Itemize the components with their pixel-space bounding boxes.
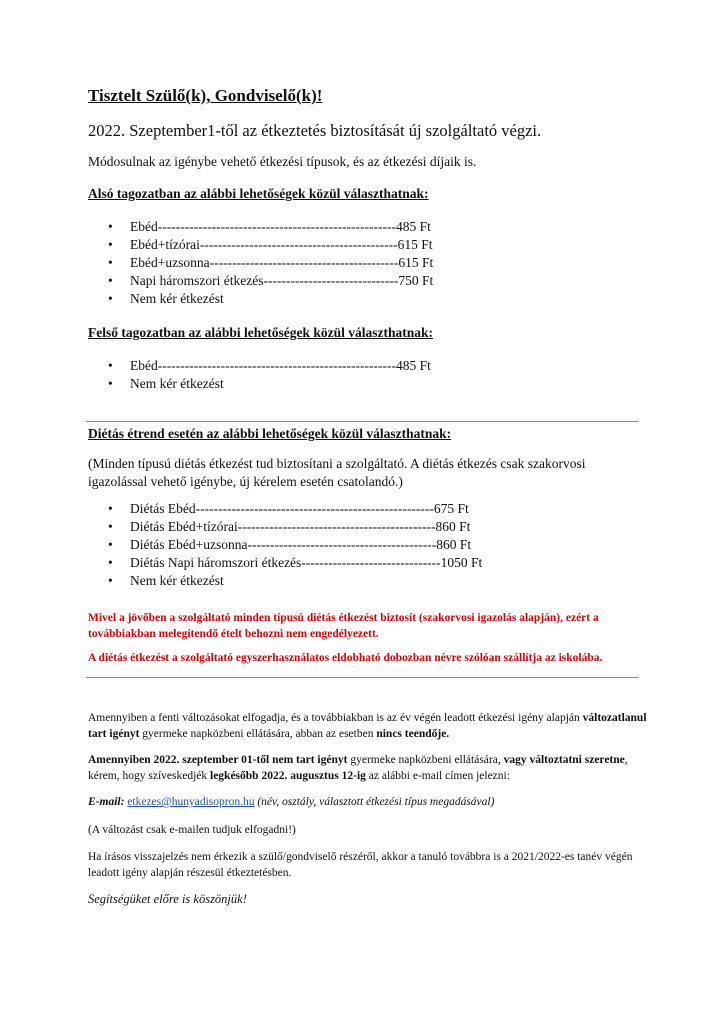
text-span-bold: nincs teendője.	[376, 728, 450, 740]
text-span: gyermeke napközbeni ellátására,	[347, 754, 504, 766]
email-note: (név, osztály, választott étkezési típus megadásával)	[254, 796, 495, 808]
list-item: • Nem kér étkezést	[108, 375, 431, 393]
list-item: • Ebéd-----------------------------------------------------485 Ft	[108, 218, 433, 236]
text-span-bold: legkésőbb 2022. augusztus 12-ig	[210, 770, 366, 782]
intro-text: Módosulnak az igénybe vehető étkezési típusok, és az étkezési díjaik is.	[88, 154, 477, 169]
list-item: • Diétás Ebéd-----------------------------------------------------675 Ft	[108, 500, 482, 518]
list-item: • Ebéd+uzsonna------------------------------------------615 Ft	[108, 254, 433, 272]
text-span-bold: vagy változtatni szeretne	[503, 754, 625, 766]
list-item: • Nem kér étkezést	[108, 290, 433, 308]
also-heading: Alsó tagozatban az alábbi lehetőségek közül választhatnak:	[88, 186, 429, 201]
page-title: Tisztelt Szülő(k), Gondviselő(k)!	[88, 86, 323, 105]
text-span: gyermeke napközbeni ellátására, abban az esetben	[139, 728, 377, 740]
email-label: E-mail:	[88, 796, 125, 808]
footer-paragraph	[88, 752, 648, 784]
divider	[86, 421, 638, 422]
divider	[86, 677, 638, 678]
thanks-text: Segítségüket előre is köszönjük!	[88, 892, 247, 906]
text-span-bold: változatlanul tart igényt	[88, 712, 647, 740]
dietas-list	[108, 500, 482, 590]
footer-paragraph: (A változást csak e-mailen tudjuk elfogadni!)	[88, 824, 296, 836]
text-span-bold: Amennyiben 2022. szeptember 01-től nem tart igényt	[88, 754, 348, 766]
text-span: az alábbi e-mail címen jelezni:	[365, 770, 510, 782]
list-item: • Ebéd+tízórai--------------------------------------------615 Ft	[108, 236, 433, 254]
text-span: , kérem, hogy szíveskedjék	[88, 754, 628, 782]
felso-list	[108, 357, 431, 393]
felso-heading: Felső tagozatban az alábbi lehetőségek közül választhatnak:	[88, 325, 434, 340]
dietas-note: (Minden típusú diétás étkezést tud biztosítani a szolgáltató. A diétás étkezés csak szakorvosi igazolással vehető igénybe, új kérelem esetén csatolandó.)	[88, 456, 586, 489]
list-item: • Diétás Ebéd+uzsonna------------------------------------------860 Ft	[108, 536, 482, 554]
list-item: • Ebéd-----------------------------------------------------485 Ft	[108, 357, 431, 375]
warning-text: A diétás étkezést a szolgáltató egyszerhasználatos eldobható dobozban névre szólóan szállítja az iskolába.	[88, 652, 603, 664]
list-item: • Diétás Napi háromszori étkezés-------------------------------1050 Ft	[108, 554, 482, 572]
dietas-heading: Diétás étrend esetén az alábbi lehetőségek közül választhatnak:	[88, 426, 452, 441]
warning-text: Mivel a jövőben a szolgáltató minden típusú diétás étkezést biztosít (szakorvosi igazolás alapján), ezért a továbbiakban melegítendő ételt behozni nem engedélyezett.	[88, 612, 599, 640]
list-item: • Diétás Ebéd+tízórai--------------------------------------------860 Ft	[108, 518, 482, 536]
footer-paragraph: Ha írásos visszajelzés nem érkezik a szülő/gondviselő részéről, akkor a tanuló továbbra is a 2021/2022-es tanév végén leadott igény alapján részesül étkeztetésben.	[88, 851, 633, 879]
list-item: • Napi háromszori étkezés------------------------------750 Ft	[108, 272, 433, 290]
text-span: Amennyiben a fenti változásokat elfogadja, és a továbbiakban is az év végén leadott étkezési igény alapján	[88, 712, 583, 724]
footer-paragraph	[88, 710, 648, 742]
email-line	[88, 794, 648, 810]
email-link[interactable]: etkezes@hunyadisopron.hu	[127, 796, 255, 808]
page-subtitle: 2022. Szeptember1-től az étkeztetés biztosítását új szolgáltató végzi.	[88, 121, 542, 140]
list-item: • Nem kér étkezést	[108, 572, 482, 590]
also-list	[108, 218, 433, 308]
